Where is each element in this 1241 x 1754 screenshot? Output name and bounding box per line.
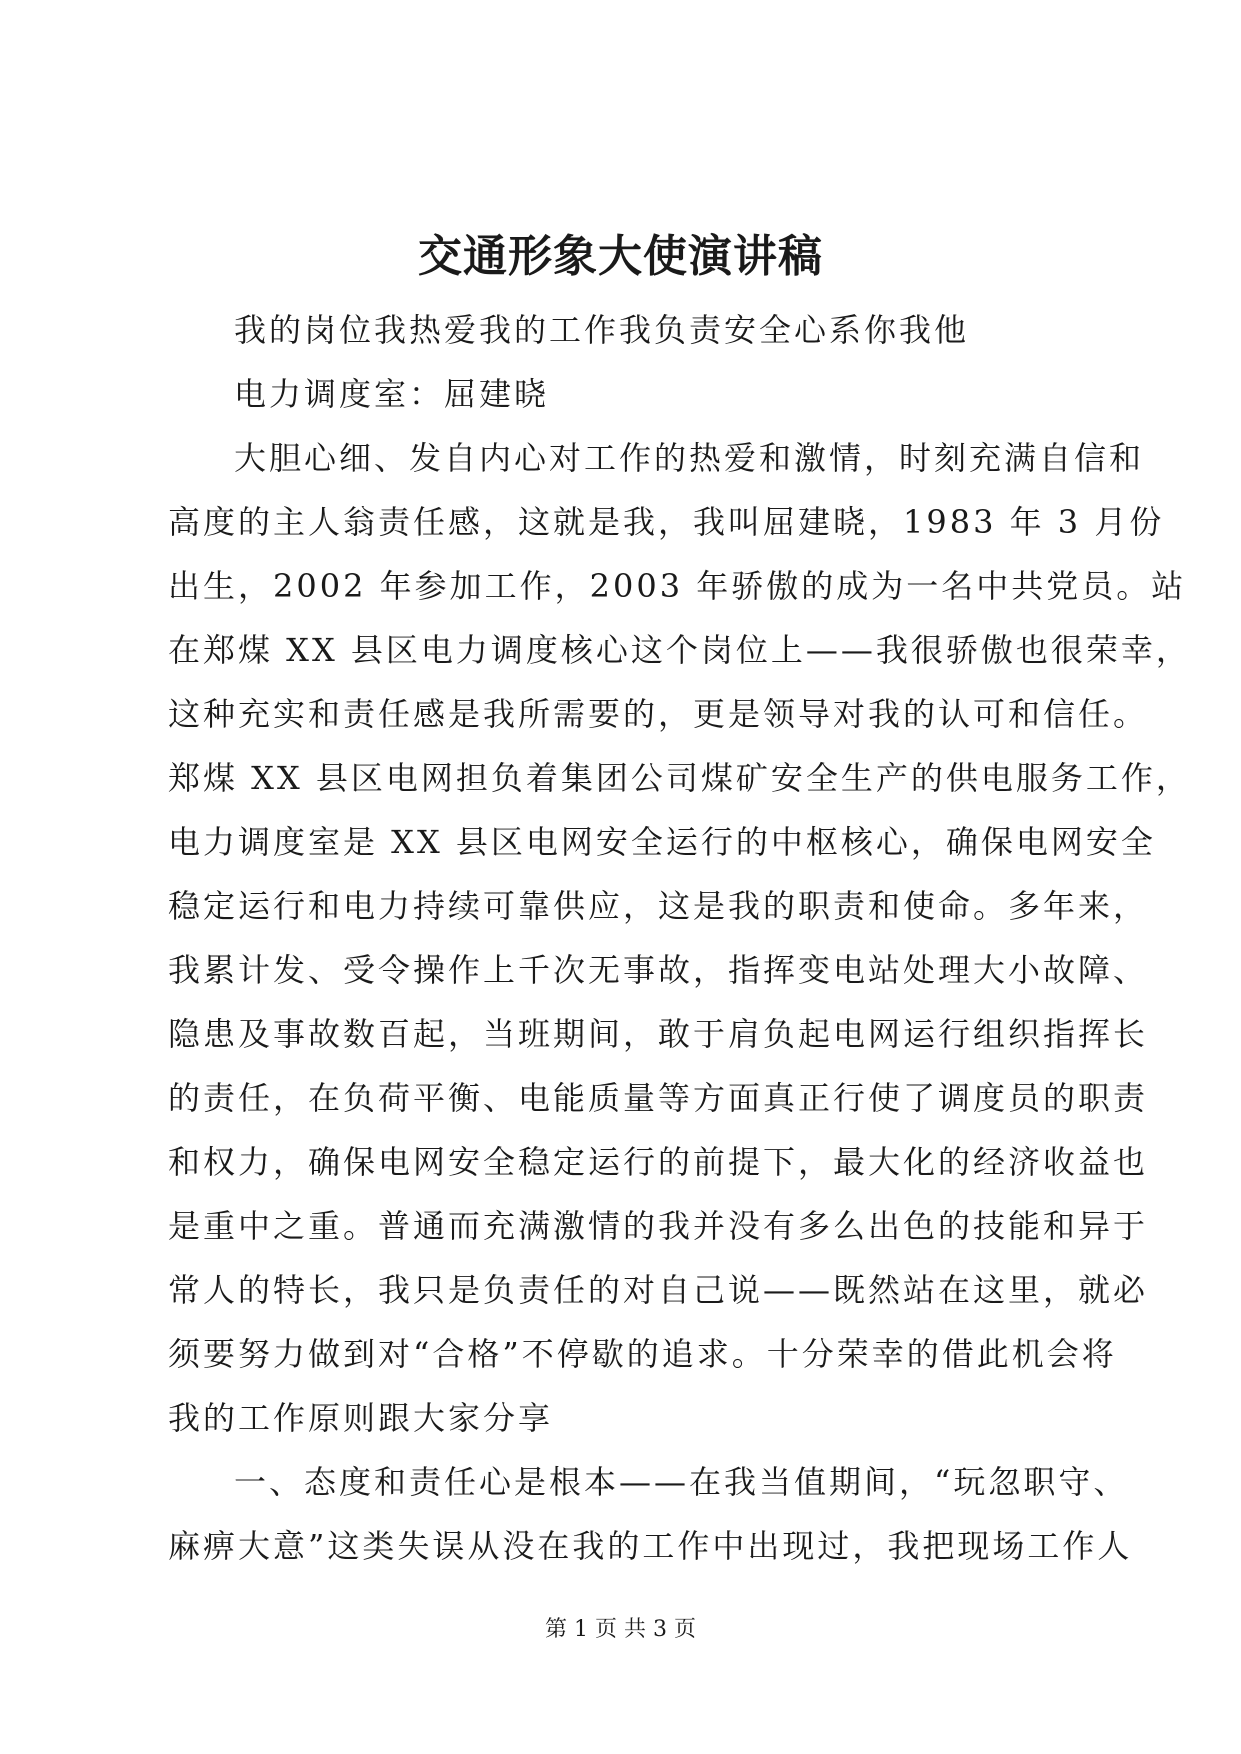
body-line: 这种充实和责任感是我所需要的，更是领导对我的认可和信任。 bbox=[168, 695, 1149, 733]
body-line: 稳定运行和电力持续可靠供应，这是我的职责和使命。多年来， bbox=[168, 887, 1149, 925]
body-line: 隐患及事故数百起，当班期间，敢于肩负起电网运行组织指挥长 bbox=[168, 1015, 1149, 1053]
body-line: 我的工作原则跟大家分享 bbox=[168, 1399, 554, 1437]
body-line: 电力调度室：屈建晓 bbox=[234, 375, 550, 413]
body-line: 大胆心细、发自内心对工作的热爱和激情，时刻充满自信和 bbox=[234, 439, 1145, 477]
document-body bbox=[168, 298, 1191, 1578]
body-line: 高度的主人翁责任感，这就是我，我叫屈建晓，1983 年 3 月份 bbox=[168, 503, 1165, 541]
body-line: 须要努力做到对“合格”不停歇的追求。十分荣幸的借此机会将 bbox=[168, 1335, 1117, 1373]
page-footer: 第 1 页 共 3 页 bbox=[545, 1617, 696, 1642]
body-line: 我的岗位我热爱我的工作我负责安全心系你我他 bbox=[234, 311, 970, 349]
body-line: 是重中之重。普通而充满激情的我并没有多么出色的技能和异于 bbox=[168, 1207, 1149, 1245]
body-line: 我累计发、受令操作上千次无事故，指挥变电站处理大小故障、 bbox=[168, 951, 1149, 989]
body-line: 在郑煤 XX 县区电力调度核心这个岗位上——我很骄傲也很荣幸， bbox=[168, 631, 1191, 669]
body-line: 一、态度和责任心是根本——在我当值期间，“玩忽职守、 bbox=[234, 1463, 1129, 1501]
body-line: 郑煤 XX 县区电网担负着集团公司煤矿安全生产的供电服务工作， bbox=[168, 759, 1191, 797]
body-line: 的责任，在负荷平衡、电能质量等方面真正行使了调度员的职责 bbox=[168, 1079, 1149, 1117]
body-line: 麻痹大意”这类失误从没在我的工作中出现过，我把现场工作人 bbox=[168, 1527, 1133, 1565]
body-line: 和权力，确保电网安全稳定运行的前提下，最大化的经济收益也 bbox=[168, 1143, 1149, 1181]
document-title: 交通形象大使演讲稿 bbox=[418, 231, 823, 282]
body-line: 出生，2002 年参加工作，2003 年骄傲的成为一名中共党员。站 bbox=[168, 567, 1187, 605]
body-line: 电力调度室是 XX 县区电网安全运行的中枢核心，确保电网安全 bbox=[168, 823, 1156, 861]
body-line: 常人的特长，我只是负责任的对自己说——既然站在这里，就必 bbox=[168, 1271, 1149, 1309]
